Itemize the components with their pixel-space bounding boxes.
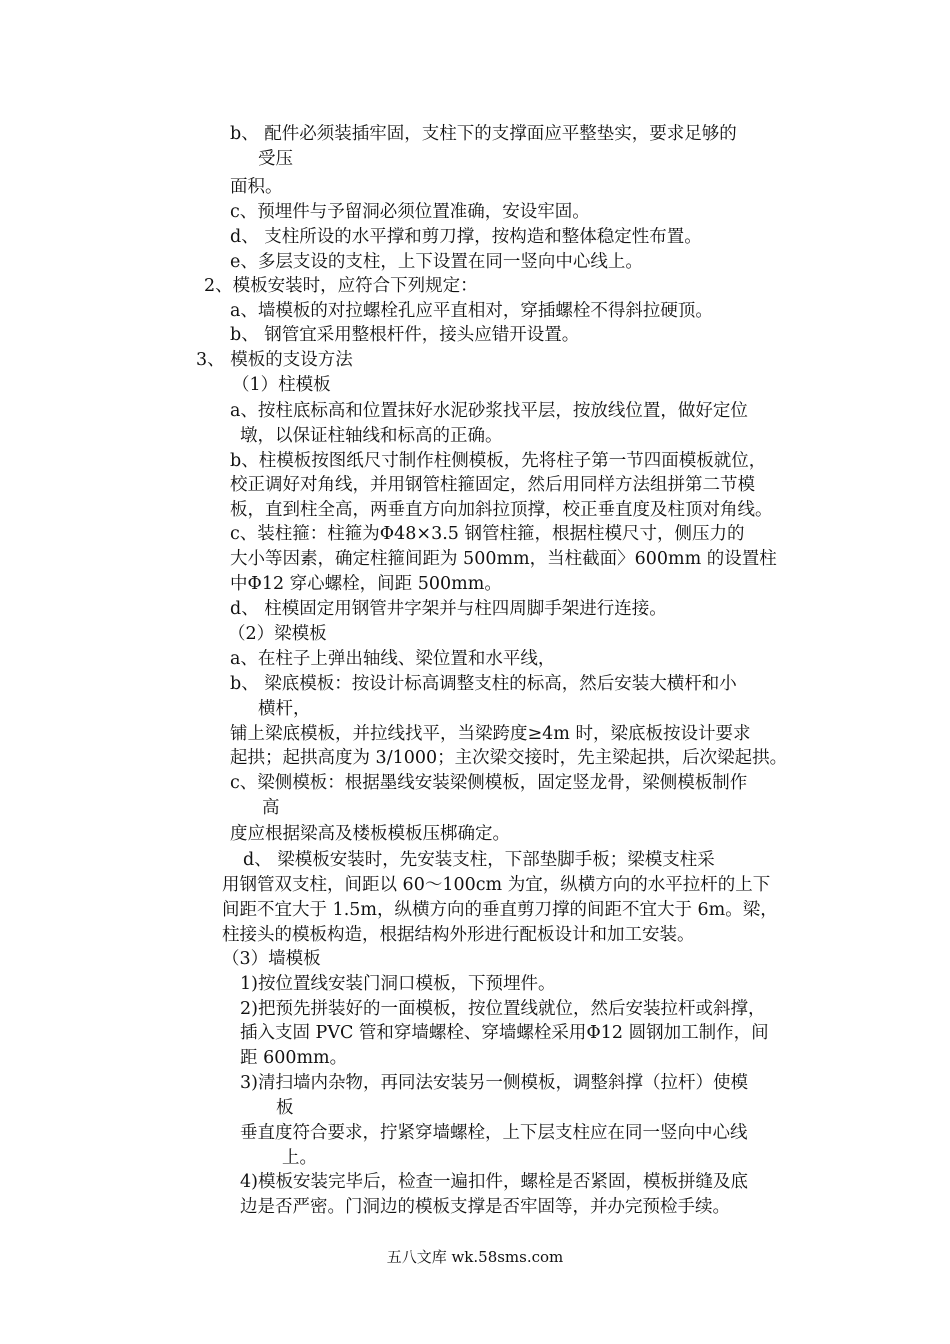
- text-line: a、在柱子上弹出轴线、梁位置和水平线，: [230, 649, 556, 669]
- section-heading: 3、 模板的支设方法: [196, 350, 353, 370]
- text-line: 用钢管双支柱，间距以 60～100cm 为宜，纵横方向的水平拉杆的上下: [222, 875, 771, 895]
- text-line: 起拱；起拱高度为 3/1000；主次梁交接时，先主梁起拱，后次梁起拱。: [230, 748, 788, 768]
- text-line: 高: [262, 798, 280, 818]
- text-line: 墩，以保证柱轴线和标高的正确。: [240, 426, 503, 446]
- text-line: 面积。: [230, 177, 283, 197]
- text-line: a、按柱底标高和位置抹好水泥砂浆找平层，按放线位置，做好定位: [230, 401, 748, 421]
- text-line: 2)把预先拼装好的一面模板，按位置线就位，然后安装拉杆或斜撑，: [240, 999, 766, 1019]
- text-line: b、柱模板按图纸尺寸制作柱侧模板，先将柱子第一节四面模板就位，: [230, 451, 767, 471]
- text-line: b、 钢管宜采用整根杆件，接头应错开设置。: [230, 325, 580, 345]
- text-line: d、 柱模固定用钢管井字架并与柱四周脚手架进行连接。: [230, 599, 667, 619]
- text-line: 铺上梁底模板，并拉线找平，当梁跨度≥4m 时，梁底板按设计要求: [230, 724, 751, 744]
- text-line: d、 支柱所设的水平撑和剪刀撑，按构造和整体稳定性布置。: [230, 227, 702, 247]
- footer-watermark: 五八文库 wk.58sms.com: [386, 1248, 564, 1266]
- text-line: 上。: [282, 1148, 317, 1168]
- text-line: 大小等因素，确定柱箍间距为 500mm，当柱截面〉600mm 的设置柱: [230, 549, 777, 569]
- text-line: 中Φ12 穿心螺栓，间距 500mm。: [230, 574, 502, 594]
- text-line: 3)清扫墙内杂物，再同法安装另一侧模板，调整斜撑（拉杆）使模: [240, 1073, 748, 1093]
- subsection-heading: （2）梁模板: [228, 624, 327, 644]
- text-line: 插入支固 PVC 管和穿墙螺栓、穿墙螺栓采用Φ12 圆钢加工制作，间: [240, 1023, 769, 1043]
- text-line: c、梁侧模板：根据墨线安装梁侧模板，固定竖龙骨，梁侧模板制作: [230, 773, 748, 793]
- text-line: 距 600mm。: [240, 1048, 348, 1068]
- text-line: a、墙模板的对拉螺栓孔应平直相对，穿插螺栓不得斜拉硬顶。: [230, 301, 713, 321]
- text-line: c、装柱箍：柱箍为Φ48×3.5 钢管柱箍，根据柱模尺寸，侧压力的: [230, 524, 745, 544]
- text-line: 4)模板安装完毕后，检查一遍扣件，螺栓是否紧固，模板拼缝及底: [240, 1172, 748, 1192]
- subsection-heading: （3）墙模板: [222, 949, 321, 969]
- text-line: c、预埋件与予留洞必须位置准确，安设牢固。: [230, 202, 590, 222]
- text-line: 边是否严密。门洞边的模板支撑是否牢固等，并办完预检手续。: [240, 1197, 730, 1217]
- text-line: 2、模板安装时，应符合下列规定：: [204, 276, 478, 296]
- text-line: 1)按位置线安装门洞口模板，下预埋件。: [240, 974, 556, 994]
- text-line: 度应根据梁高及楼板模板压梆确定。: [230, 824, 510, 844]
- text-line: 板，直到柱全高，两垂直方向加斜拉顶撑，校正垂直度及柱顶对角线。: [230, 500, 773, 520]
- text-line: 校正调好对角线，并用钢管柱箍固定，然后用同样方法组拼第二节模: [230, 475, 755, 495]
- text-line: b、 梁底模板：按设计标高调整支柱的标高，然后安装大横杆和小: [230, 674, 737, 694]
- text-line: d、 梁模板安装时，先安装支柱，下部垫脚手板；梁模支柱采: [243, 850, 715, 870]
- text-line: 柱接头的模板构造，根据结构外形进行配板设计和加工安装。: [222, 925, 695, 945]
- text-line: 受压: [258, 149, 293, 169]
- text-line: b、 配件必须装插牢固，支柱下的支撑面应平整垫实，要求足够的: [230, 124, 737, 144]
- text-line: 板: [276, 1098, 294, 1118]
- text-line: 垂直度符合要求，拧紧穿墙螺栓，上下层支柱应在同一竖向中心线: [240, 1123, 748, 1143]
- text-line: 横杆，: [258, 699, 311, 719]
- text-line: 间距不宜大于 1.5m，纵横方向的垂直剪刀撑的间距不宜大于 6m。梁，: [222, 900, 778, 920]
- subsection-heading: （1）柱模板: [232, 375, 331, 395]
- text-line: e、多层支设的支柱，上下设置在同一竖向中心线上。: [230, 252, 643, 272]
